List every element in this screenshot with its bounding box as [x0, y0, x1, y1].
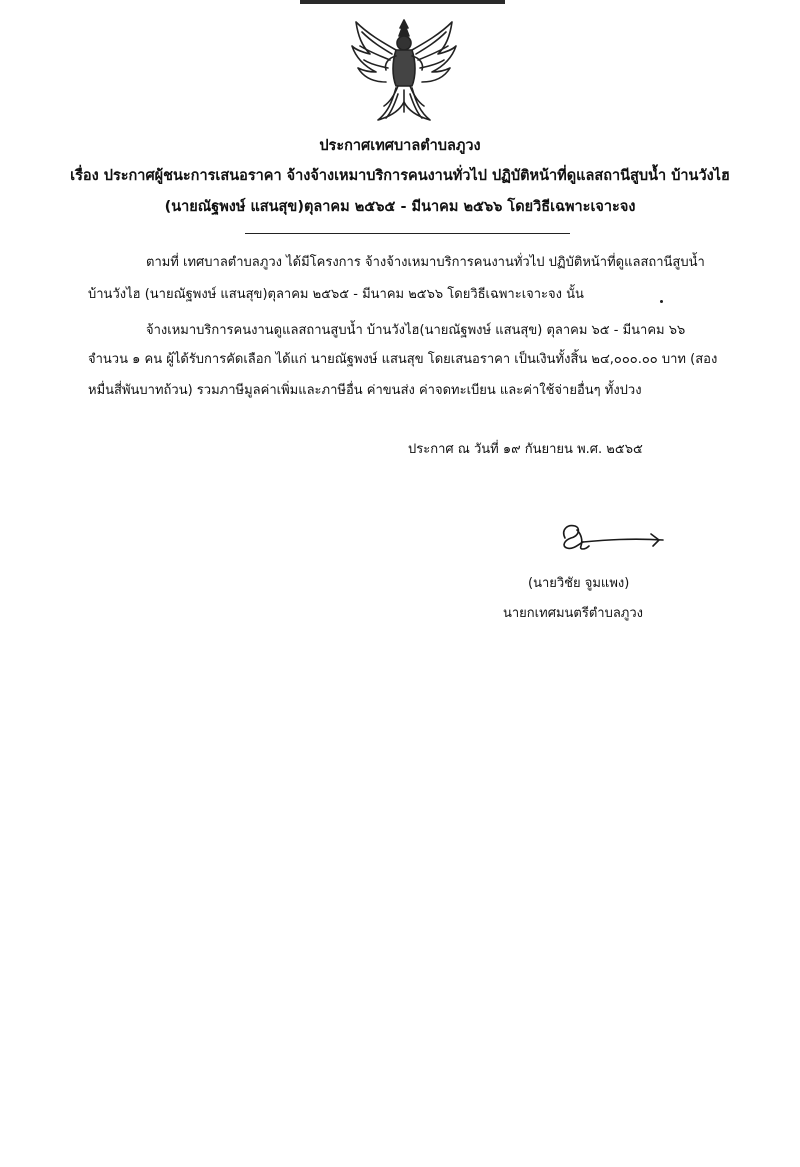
body-paragraph-1-line-1: ตามที่ เทศบาลตำบลภูวง ได้มีโครงการ จ้างจ้างเหมาบริการคนงานทั่วไป ปฏิบัติหน้าที่ดูแลสถานีสูบน้ำ — [146, 255, 705, 270]
stray-dot — [660, 300, 663, 303]
body-paragraph-2-line-1: จ้างเหมาบริการคนงานดูแลสถานสูบน้ำ บ้านวังไฮ(นายณัฐพงษ์ แสนสุข) ตุลาคม ๖๕ - มีนาคม ๖๖ — [146, 323, 686, 338]
body-paragraph-2-line-2: จำนวน ๑ คน ผู้ได้รับการคัดเลือก ได้แก่ นายณัฐพงษ์ แสนสุข โดยเสนอราคา เป็นเงินทั้งสิ้น ๒๔,๐๐๐.๐๐ บาท (สอง — [88, 352, 718, 367]
signer-name: (นายวิชัย จูมแพง) — [528, 576, 630, 591]
body-paragraph-1-line-2: บ้านวังไฮ (นายณัฐพงษ์ แสนสุข)ตุลาคม ๒๕๖๕ - มีนาคม ๒๕๖๖ โดยวิธีเฉพาะเจาะจง นั้น — [88, 287, 584, 302]
subject-line-1: เรื่อง ประกาศผู้ชนะการเสนอราคา จ้างจ้างเหมาบริการคนงานทั่วไป ปฏิบัติหน้าที่ดูแลสถานีสูบน้ำ บ้านวังไฮ — [70, 168, 730, 184]
heading-divider — [245, 233, 570, 234]
org-title: ประกาศเทศบาลตำบลภูวง — [319, 138, 481, 154]
subject-line-2: (นายณัฐพงษ์ แสนสุข)ตุลาคม ๒๕๖๕ - มีนาคม ๒๕๖๖ โดยวิธีเฉพาะเจาะจง — [164, 199, 636, 215]
announce-date: ประกาศ ณ วันที่ ๑๙ กันยายน พ.ศ. ๒๕๖๕ — [408, 442, 643, 457]
body-paragraph-2-line-3: หมื่นสี่พันบาทถ้วน) รวมภาษีมูลค่าเพิ่มและภาษีอื่น ค่าขนส่ง ค่าจดทะเบียน และค่าใช้จ่ายอื่นๆ ทั้งปวง — [88, 383, 642, 398]
top-edge-mark — [300, 0, 505, 4]
handwritten-signature — [555, 520, 670, 560]
garuda-emblem-icon — [348, 16, 460, 126]
signer-title: นายกเทศมนตรีตำบลภูวง — [503, 606, 643, 621]
